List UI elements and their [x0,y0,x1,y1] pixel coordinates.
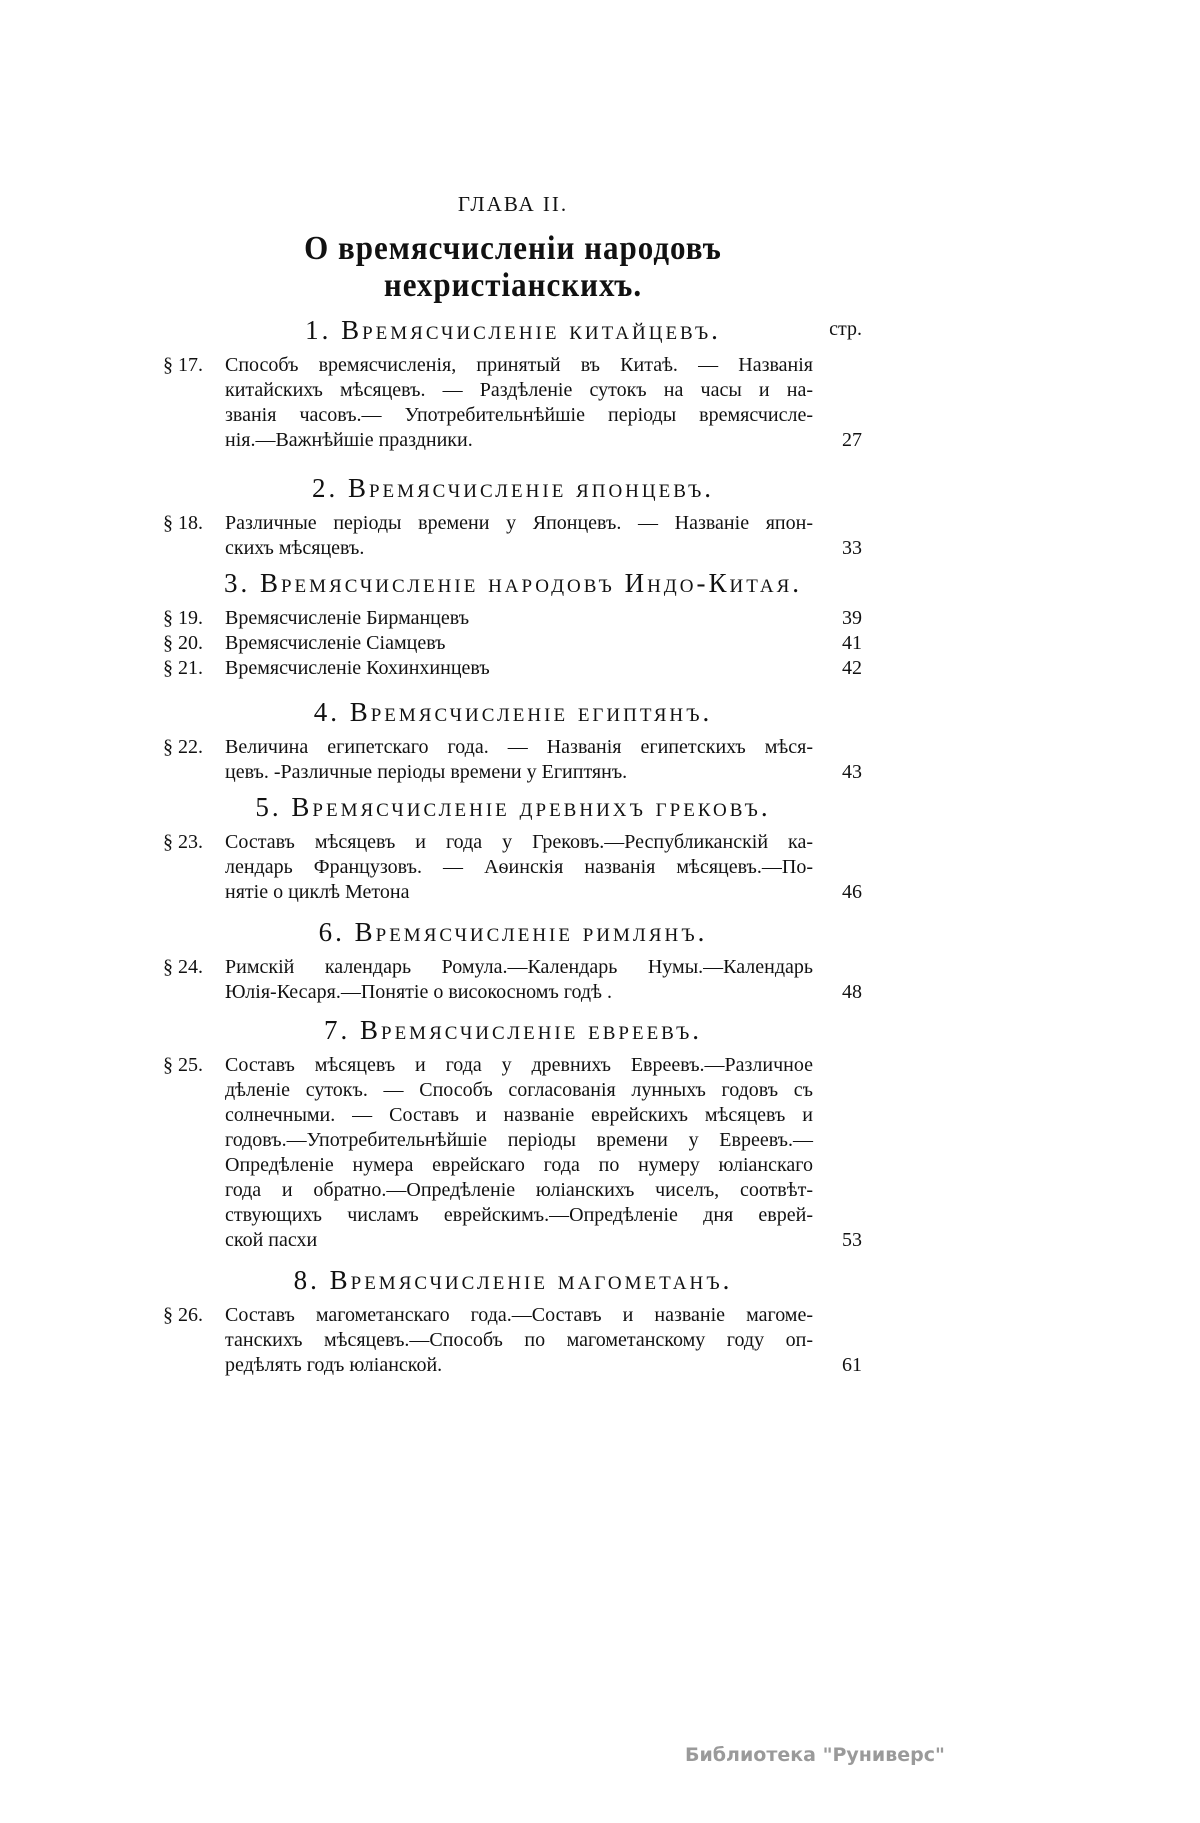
toc-entry-line [0,1053,1200,1078]
section-heading: 6. Времясчисленіе римлянъ. [318,917,708,947]
toc-entry-line [0,656,1200,681]
paragraph-number: § 22. [163,736,203,758]
section-heading: 8. Времясчисленіе магометанъ. [293,1265,733,1295]
paragraph-number: § 26. [163,1304,203,1326]
toc-entry-line [0,1328,1200,1353]
paragraph-number: § 23. [163,831,203,853]
toc-entry-line [0,353,1200,378]
entry-text: Времясчисленіе Сіамцевъ [225,632,446,654]
entry-text: Опредѣленіе нумера еврейскаго года по нумеру юліанскаго [225,1154,813,1176]
toc-entry-line [0,760,1200,785]
entry-text: танскихъ мѣсяцевъ.—Способъ по магометанскому году оп- [225,1329,813,1351]
entry-text: ской пасхи [225,1229,318,1251]
entry-text: цевъ. -Различные періоды времени у Египтянъ. [225,761,628,783]
entry-text: нія.—Важнѣйшіе праздники. [225,429,473,451]
section-heading: 1. Времясчисленіе китайцевъ. [305,315,721,345]
page-column-label: стр. [829,318,862,340]
chapter-title-line-2: нехристіанскихъ. [383,265,643,304]
entry-text: Способъ времясчисленія, принятый въ Китаѣ. — Названія [225,354,813,376]
entry-text: скихъ мѣсяцевъ. [225,537,365,559]
toc-entry-line [0,880,1200,905]
toc-entry-line [0,1228,1200,1253]
section-heading: 7. Времясчисленіе евреевъ. [324,1015,702,1045]
entry-text: Времясчисленіе Кохинхинцевъ [225,657,490,679]
page-number: 42 [842,657,862,679]
entry-text: Римскій календарь Ромула.—Календарь Нумы.—Календарь [225,956,813,978]
toc-entry-line [0,1103,1200,1128]
page-number: 43 [842,761,862,783]
entry-text: солнечными. — Составъ и названіе еврейскихъ мѣсяцевъ и [225,1104,813,1126]
toc-entry-line [0,855,1200,880]
toc-entry-line [0,1078,1200,1103]
page-number: 41 [842,632,862,654]
toc-entry-line [0,606,1200,631]
watermark: Библиотека "Руниверс" [685,1744,945,1766]
entry-text: ствующихъ числамъ еврейскимъ.—Опредѣленіе дня еврей- [225,1204,813,1226]
toc-entry-line [0,1353,1200,1378]
entry-text: редѣлять годъ юліанской. [225,1354,443,1376]
page-number: 33 [842,537,862,559]
toc-entry-line [0,1203,1200,1228]
toc-entry-line [0,428,1200,453]
paragraph-number: § 21. [163,657,203,679]
entry-text: лендарь Французовъ. — Аѳинскія названія мѣсяцевъ.—По- [225,856,813,878]
entry-text: нятіе о циклѣ Метона [225,881,410,903]
entry-text: Величина египетскаго года. — Названія египетскихъ мѣся- [225,736,813,758]
entry-text: года и обратно.—Опредѣленіе юліанскихъ чиселъ, соотвѣт- [225,1179,813,1201]
paragraph-number: § 20. [163,632,203,654]
entry-text: китайскихъ мѣсяцевъ. — Раздѣленіе сутокъ на часы и на- [225,379,813,401]
paragraph-number: § 24. [163,956,203,978]
toc-entry-line [0,631,1200,656]
paragraph-number: § 17. [163,354,203,376]
page-number: 61 [842,1354,862,1376]
chapter-label: ГЛАВА II. [457,192,569,216]
entry-text: Времясчисленіе Бирманцевъ [225,607,470,629]
section-heading: 5. Времясчисленіе древнихъ грековъ. [255,792,771,822]
toc-entry-line [0,955,1200,980]
entry-text: Составъ мѣсяцевъ и года у древнихъ Евреевъ.—Различное [225,1054,813,1076]
toc-entry-line [0,1153,1200,1178]
entry-text: Юлія-Кесаря.—Понятіе о високосномъ годѣ . [225,981,612,1003]
toc-entry-line [0,1303,1200,1328]
entry-text: Составъ магометанскаго года.—Составъ и названіе магоме- [225,1304,813,1326]
entry-text: Составъ мѣсяцевъ и года у Грековъ.—Республиканскій ка- [225,831,813,853]
page-number: 53 [842,1229,862,1251]
paragraph-number: § 19. [163,607,203,629]
toc-entry-line [0,735,1200,760]
toc-entry-line [0,403,1200,428]
toc-entry-line [0,511,1200,536]
page-number: 46 [842,881,862,903]
entry-text: дѣленіе сутокъ. — Способъ согласованія лунныхъ годовъ съ [225,1079,813,1101]
page-number: 39 [842,607,862,629]
chapter-title-line-1: О времясчисленіи народовъ [304,228,722,267]
toc-entry-line [0,536,1200,561]
toc-entry-line [0,378,1200,403]
paragraph-number: § 25. [163,1054,203,1076]
section-heading: 2. Времясчисленіе японцевъ. [311,473,715,503]
entry-text: Различные періоды времени у Японцевъ. — Названіе япон- [225,512,813,534]
toc-entry-line [0,830,1200,855]
page-number: 27 [842,429,862,451]
toc-entry-line [0,980,1200,1005]
section-heading: 4. Времясчисленіе египтянъ. [313,697,713,727]
entry-text: званія часовъ.— Употребительнѣйшіе періоды времясчисле- [225,404,813,426]
paragraph-number: § 18. [163,512,203,534]
entry-text: годовъ.—Употребительнѣйшіе періоды времени у Евреевъ.— [225,1129,813,1151]
page-number: 48 [842,981,862,1003]
toc-entry-line [0,1128,1200,1153]
section-heading: 3. Времясчисленіе народовъ Индо-Китая. [223,568,803,598]
toc-entry-line [0,1178,1200,1203]
